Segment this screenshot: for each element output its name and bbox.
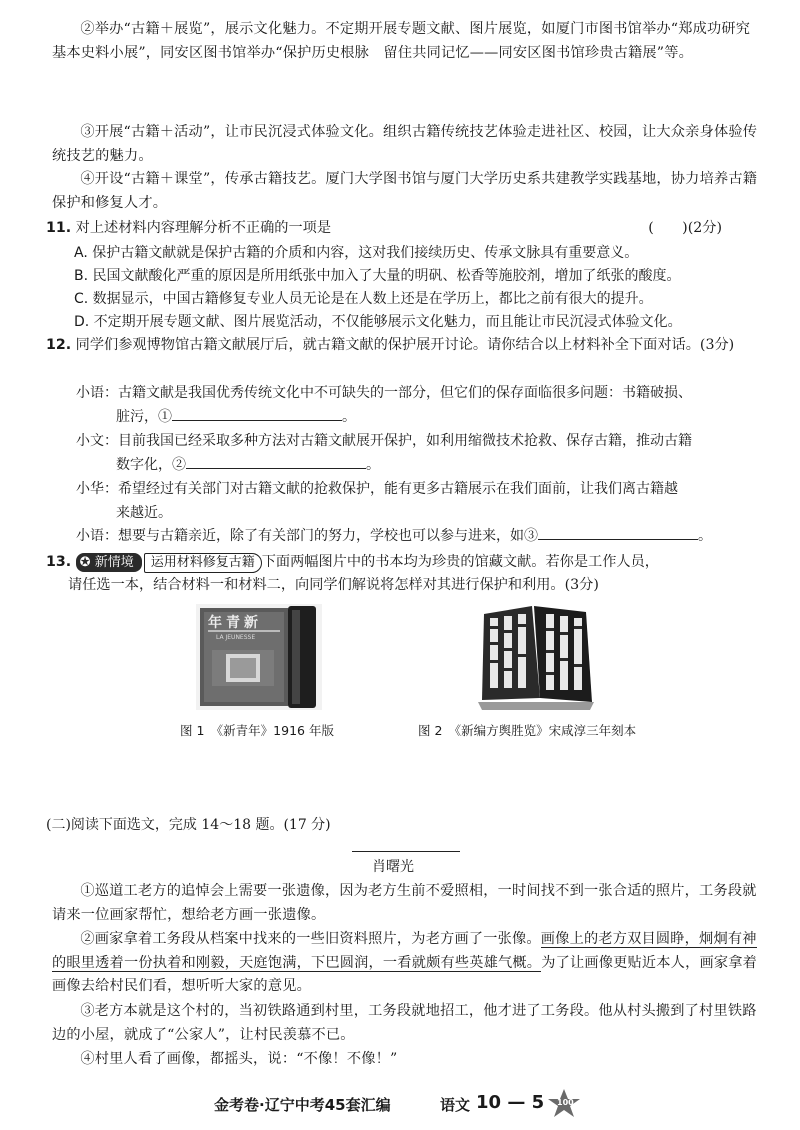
dialogue-text: 小华：希望经过有关部门对古籍文献的抢救保护，能有更多古籍展示在我们面前，让我们离古籍越 [76, 481, 678, 497]
option-b: B. 民国文献酸化严重的原因是所用纸张中加入了大量的明矾、松香等施胶剂，增加了纸张的酸度。 [74, 268, 681, 284]
question-12-stem [46, 334, 760, 357]
figure-2-caption: 图 2 《新编方舆胜览》宋咸淳三年刻本 [418, 723, 637, 738]
book-cover-title: 年青新 [208, 615, 262, 631]
answer-paren: ( )(2分) [648, 220, 722, 236]
figure-1-book-photo [196, 604, 322, 710]
theme-tag: 运用材料修复古籍 [144, 553, 262, 573]
new-context-badge [76, 553, 142, 572]
option-d: D. 不定期开展专题文献、图片展览活动，不仅能够展示文化魅力，而且能让市民沉浸式体验文化。 [74, 314, 682, 330]
question-text: 对上述材料内容理解分析不正确的一项是 [75, 220, 332, 236]
section-heading: (二)阅读下面选文，完成 14～18 题。(17 分) [46, 817, 331, 833]
answer-blank-3[interactable] [538, 525, 698, 540]
punctuation: 。 [366, 456, 380, 473]
footer-subject: 语文 [440, 1096, 471, 1114]
ancient-book-illustration [474, 602, 598, 712]
material-paragraph-2: ②举办“古籍＋展览”，展示文化魅力。不定期开展专题文献、图片展览，如厦门市图书馆举办“郑成功研究基本史料小展”，同安区图书馆举办“保护历史根脉 留住共同记忆——同安区图书馆珍贵古籍展”等。 [52, 21, 751, 61]
figure-2-book-photo [474, 602, 598, 712]
article-paragraph-1: ①巡道工老方的追悼会上需要一张遗像，因为老方生前不爱照相，一时间找不到一张合适的照片，工务段就请来一位画家帮忙，想给老方画一张遗像。 [52, 883, 757, 923]
dialogue-line-1 [76, 382, 764, 429]
footer-brand: 金考卷·辽宁中考45套汇编 [214, 1096, 391, 1114]
question-text: 请任选一本，结合材料一和材料二，向同学们解说将怎样对其进行保护和利用。(3分) [68, 577, 599, 593]
badge-number: 100 [557, 1098, 574, 1107]
dialogue-text: 数字化，② [116, 456, 186, 473]
punctuation: 。 [342, 408, 356, 425]
question-13-stem [46, 551, 762, 597]
material-paragraph-3: ③开展“古籍＋活动”，让市民沉浸式体验文化。组织古籍传统技艺体验走进社区、校园，让大众亲身体验传统技艺的魅力。 [52, 124, 758, 164]
article-paragraph-3: ③老方本就是这个村的，当初铁路通到村里，工务段就地招工，他才进了工务段。他从村头搬到了村里铁路边的小屋，就成了“公家人”，让村民羡慕不已。 [52, 1003, 757, 1043]
option-a: A. 保护古籍文献就是保护古籍的介质和内容，这对我们接续历史、传承文脉具有重要意义。 [74, 245, 639, 261]
question-number: 11. [46, 220, 72, 236]
dialogue-line-3 [76, 478, 764, 525]
title-blank-line [352, 851, 460, 852]
material-paragraph-4: ④开设“古籍＋课堂”，传承古籍技艺。厦门大学图书馆与厦门大学历史系共建教学实践基地，协力培养古籍保护和修复人才。 [52, 171, 758, 211]
figure-1-caption: 图 1 《新青年》1916 年版 [180, 723, 334, 738]
star-icon: ✪ [79, 555, 91, 570]
question-text: 下面两幅图片中的书本均为珍贵的馆藏文献。若你是工作人员， [261, 554, 659, 570]
dialogue-line-4 [76, 525, 764, 549]
underlined-sentence: 画像上的老方双目圆睁，炯炯有神的眼里透着一份执着和刚毅，天庭饱满，下巴圆润，一看就颇有些英雄气概。 [52, 931, 757, 971]
footer-page-number: 10 — 5 [476, 1092, 545, 1113]
question-number: 12. [46, 337, 72, 353]
option-c: C. 数据显示，中国古籍修复专业人员无论是在人数上还是在学历上，都比之前有很大的提升。 [74, 291, 653, 307]
article-paragraph-2 [52, 928, 760, 999]
answer-blank-1[interactable] [172, 406, 342, 421]
paragraph-text: ②画家拿着工务段从档案中找来的一些旧资料照片，为老方画了一张像。 [80, 931, 541, 947]
punctuation: 。 [698, 528, 712, 544]
page-footer [0, 1088, 800, 1120]
dialogue-continuation [76, 406, 764, 430]
article-paragraph-4: ④村里人看了画像，都摇头，说：“不像！不像！” [80, 1051, 398, 1067]
dialogue-text: 小文：目前我国已经采取多种方法对古籍文献展开保护，如利用缩微技术抢救、保存古籍，推动古籍 [76, 433, 692, 449]
question-11-stem [46, 217, 762, 240]
dialogue-text: 小语：古籍文献是我国优秀传统文化中不可缺失的一部分，但它们的保存面临很多问题：书籍破损、 [76, 385, 692, 401]
dialogue-continuation [76, 454, 764, 478]
badge-label: 新情境 [94, 555, 134, 570]
dialogue-continuation: 来越近。 [116, 504, 172, 521]
dialogue-line-2 [76, 430, 764, 477]
answer-blank-2[interactable] [186, 454, 366, 469]
star-badge-icon [546, 1088, 582, 1118]
article-author: 肖曙光 [372, 859, 414, 875]
paragraph-text: 为了让画像更贴近本人，画家拿着画像去给村民们看，想听听大家的意见。 [52, 954, 758, 994]
question-text: 同学们参观博物馆古籍文献展厅后，就古籍文献的保护展开讨论。请你结合以上材料补全下面对话。(3分) [75, 337, 735, 353]
dialogue-text: 脏污，① [116, 408, 172, 425]
question-number: 13. [46, 554, 72, 570]
dialogue-text: 小语：想要与古籍亲近，除了有关部门的努力，学校也可以参与进来，如③ [76, 528, 538, 544]
book-cover-subtitle: LA JEUNESSE [216, 634, 256, 641]
